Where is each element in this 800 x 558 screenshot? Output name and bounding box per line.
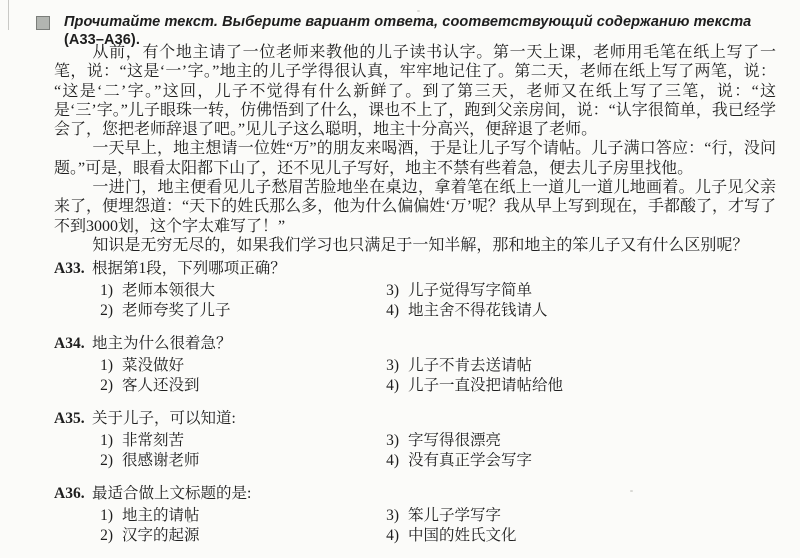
answer-option	[95, 506, 381, 526]
question-a35	[54, 408, 776, 471]
answer-option	[381, 356, 776, 376]
option-text: 老师夸奖了儿子	[122, 302, 231, 319]
option-text: 字写得很漂亮	[408, 432, 502, 449]
question-list	[54, 258, 776, 558]
answer-option	[381, 376, 776, 396]
question-a34	[54, 333, 776, 396]
question-id: A35.	[54, 410, 85, 427]
option-number: 1)	[100, 507, 113, 524]
scan-speck	[417, 10, 420, 12]
option-text: 客人还没到	[122, 377, 200, 394]
option-text: 菜没做好	[122, 357, 185, 374]
answer-option	[381, 506, 776, 526]
option-number: 3)	[386, 507, 399, 524]
option-number: 2)	[100, 527, 113, 544]
option-number: 2)	[100, 377, 113, 394]
option-number: 4)	[386, 527, 399, 544]
answer-option	[381, 281, 776, 301]
option-text: 非常刻苦	[122, 432, 185, 449]
option-text: 笨儿子学写字	[408, 507, 502, 524]
scan-edge-artifact	[8, 0, 9, 30]
option-text: 中国的姓氏文化	[408, 527, 517, 544]
question-a33	[54, 258, 776, 321]
option-number: 1)	[100, 282, 113, 299]
answer-option	[381, 526, 776, 546]
option-text: 很感谢老师	[122, 452, 200, 469]
option-number: 2)	[100, 302, 113, 319]
option-number: 3)	[386, 282, 399, 299]
option-text: 没有真正学会写字	[408, 452, 533, 469]
answer-option	[381, 301, 776, 321]
option-number: 4)	[386, 302, 399, 319]
question-a36	[54, 483, 776, 546]
option-text: 地主舍不得花钱请人	[408, 302, 548, 319]
answer-option	[95, 281, 381, 301]
question-id: A33.	[54, 260, 85, 277]
answer-option	[381, 431, 776, 451]
answer-option	[95, 301, 381, 321]
option-number: 4)	[386, 452, 399, 469]
option-number: 1)	[100, 357, 113, 374]
instruction-russian: Прочитайте текст. Выберите вариант ответа, соответствующий содержанию текста	[64, 14, 752, 30]
answer-option	[95, 356, 381, 376]
option-text: 儿子一直没把请帖给他	[408, 377, 564, 394]
option-number: 2)	[100, 452, 113, 469]
option-number: 4)	[386, 377, 399, 394]
answer-option	[95, 451, 381, 471]
square-bullet-icon	[36, 16, 50, 30]
option-text: 老师本领很大	[122, 282, 216, 299]
passage-paragraph: 从前，有个地主请了一位老师来教他的儿子读书认字。第一天上课，老师用毛笔在纸上写了一笔，说：“这是‘一’字。”地主的儿子学得很认真，牢牢地记住了。第二天，老师在纸上写了两笔，说：“这是‘二’字。”这回，儿子不觉得有什么新鲜了。到了第三天，老师又在纸上写了三笔，说：“这是‘三’字。”儿子眼珠一转，仿佛悟到了什么，课也不上了，跑到父亲房间，说：“认字很简单，我已经学会了，您把老师辞退了吧。”见儿子这么聪明，地主十分高兴，便辞退了老师。	[54, 44, 776, 139]
question-text: 地主为什么很着急？	[92, 335, 232, 352]
answer-option	[95, 431, 381, 451]
reading-passage	[54, 43, 776, 255]
question-text: 根据第1段，下列哪项正确？	[92, 260, 286, 277]
option-number: 3)	[386, 432, 399, 449]
question-id: A34.	[54, 335, 85, 352]
question-id: A36.	[54, 485, 85, 502]
answer-option	[95, 526, 381, 546]
passage-paragraph: 一进门，地主便看见儿子愁眉苦脸地坐在桌边，拿着笔在纸上一道儿一道儿地画着。儿子见父亲来了，便埋怨道：“天下的姓氏那么多，他为什么偏偏姓‘万’呢？我从早上写到现在，手都酸了，才写了不到3000划，这个字太难写了！”	[54, 179, 776, 235]
option-text: 汉字的起源	[122, 527, 200, 544]
passage-paragraph: 知识是无穷无尽的，如果我们学习也只满足于一知半解，那和地主的笨儿子又有什么区别呢？	[92, 236, 749, 254]
question-text: 关于儿子，可以知道:	[92, 410, 236, 427]
option-text: 儿子觉得写字简单	[408, 282, 533, 299]
option-number: 3)	[386, 357, 399, 374]
instruction-range: (А33–А36).	[64, 32, 140, 48]
passage-paragraph: 一天早上，地主想请一位姓“万”的朋友来喝酒，于是让儿子写个请帖。儿子满口答应：“行，没问题。”可是，眼看太阳都下山了，还不见儿子写好，地主不禁有些着急，便去儿子房里找他。	[54, 140, 776, 177]
option-text: 儿子不肯去送请帖	[408, 357, 533, 374]
answer-option	[95, 376, 381, 396]
option-number: 1)	[100, 432, 113, 449]
option-text: 地主的请帖	[122, 507, 200, 524]
question-text: 最适合做上文标题的是:	[92, 485, 252, 502]
answer-option	[381, 451, 776, 471]
